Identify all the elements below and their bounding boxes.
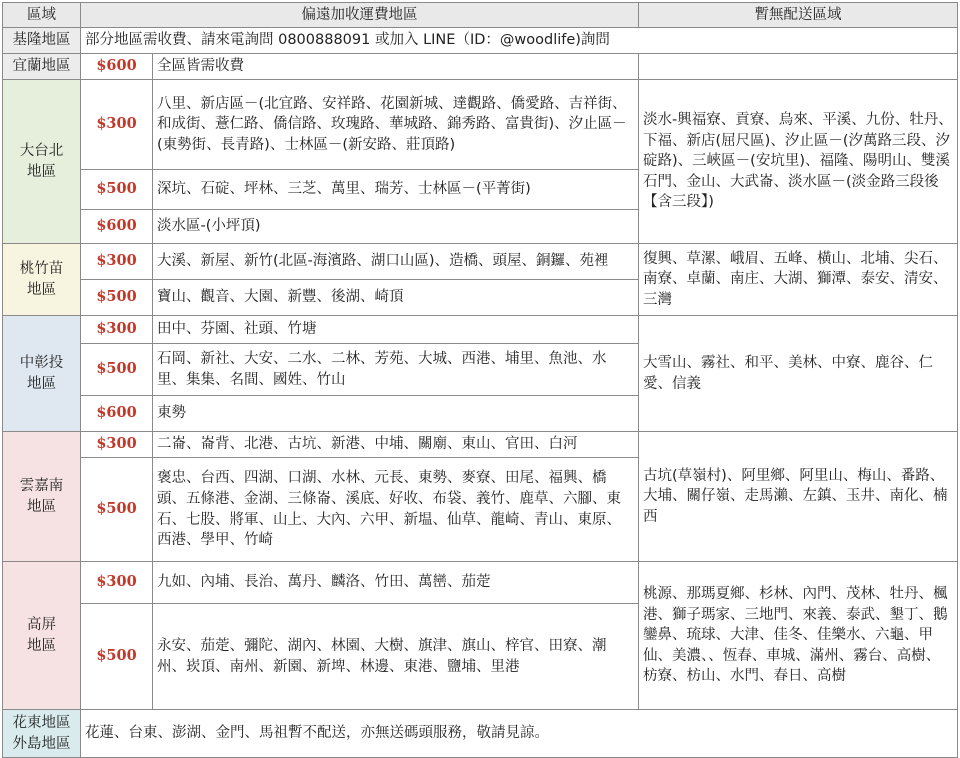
price-taipei-300: $300	[81, 80, 153, 170]
price-changhua-600: $600	[81, 396, 153, 432]
yilan-row	[3, 54, 958, 80]
taipei-row-1	[3, 80, 958, 170]
keelung-note: 部分地區需收費、請來電詢問 0800888091 或加入 LINE（ID：@woodlife)詢問	[81, 28, 958, 54]
region-pingtung-line1: 高屏	[27, 616, 56, 633]
areas-taipei-600: 淡水區-(小坪頂)	[153, 210, 639, 244]
yunchia-row-1	[3, 432, 958, 458]
price-yilan: $600	[81, 54, 153, 80]
region-yunchia-line2: 地區	[27, 498, 56, 515]
none-yilan	[639, 54, 958, 80]
region-east-line1: 花東地區	[12, 714, 71, 731]
region-keelung: 基隆地區	[3, 28, 81, 54]
none-taipei: 淡水-興福寮、貢寮、烏來、平溪、九份、牡丹、下福、新店(屈尺區)、汐止區－(汐萬路三段、汐碇路)、三峽區－(安坑里)、福隆、陽明山、雙溪石門、金山、大武崙、淡水區－(淡金路三段後【含三段】)	[639, 80, 958, 244]
pingtung-row-1	[3, 562, 958, 604]
header-no-delivery: 暫無配送區域	[639, 3, 958, 28]
price-pingtung-300: $300	[81, 562, 153, 604]
price-taoyuan-300: $300	[81, 244, 153, 280]
areas-taoyuan-500: 寶山、觀音、大園、新豐、後湖、崎頂	[153, 280, 639, 316]
price-changhua-500: $500	[81, 344, 153, 396]
region-taipei	[3, 80, 81, 244]
areas-changhua-300: 田中、芬園、社頭、竹塘	[153, 316, 639, 344]
region-changhua	[3, 316, 81, 432]
areas-pingtung-500: 永安、茄萣、彌陀、湖內、林園、大樹、旗津、旗山、梓官、田寮、潮州、崁頂、南州、新園、新埤、林邊、東港、鹽埔、里港	[153, 604, 639, 710]
region-yunchia	[3, 432, 81, 562]
areas-changhua-500: 石岡、新社、大安、二水、二林、芳苑、大城、西港、埔里、魚池、水里、集集、名間、國姓、竹山	[153, 344, 639, 396]
region-taoyuan-line2: 地區	[27, 281, 56, 298]
region-taoyuan-line1: 桃竹苗	[19, 260, 64, 277]
east-note: 花蓮、台東、澎湖、金門、馬祖暫不配送，亦無送碼頭服務，敬請見諒。	[81, 710, 958, 758]
header-fee-areas: 偏遠加收運費地區	[81, 3, 639, 28]
areas-pingtung-300: 九如、內埔、長治、萬丹、麟洛、竹田、萬巒、茄萣	[153, 562, 639, 604]
areas-taipei-300: 八里、新店區－(北宜路、安祥路、花園新城、達觀路、僑愛路、吉祥街、和成街、薏仁路、僑信路、玫瑰路、華城路、錦秀路、富貴街)、汐止區－(東勢街、長青路)、士林區－(新安路、莊頂路)	[153, 80, 639, 170]
price-pingtung-500: $500	[81, 604, 153, 710]
price-yunchia-500: $500	[81, 458, 153, 562]
region-pingtung-line2: 地區	[27, 637, 56, 654]
region-pingtung	[3, 562, 81, 710]
areas-yunchia-500: 褒忠、台西、四湖、口湖、水林、元長、東勢、麥寮、田尾、福興、橋頭、五條港、金湖、三條崙、溪底、好收、布袋、義竹、鹿草、六腳、東石、七股、將軍、山上、大內、六甲、新塭、仙草、龍崎、青山、東原、西港、學甲、竹崎	[153, 458, 639, 562]
region-taoyuan	[3, 244, 81, 316]
region-changhua-line2: 地區	[27, 375, 56, 392]
header-region: 區域	[3, 3, 81, 28]
taoyuan-row-1	[3, 244, 958, 280]
header-row	[3, 3, 958, 28]
region-east	[3, 710, 81, 758]
areas-yunchia-300: 二崙、崙背、北港、古坑、新港、中埔、關廟、東山、官田、白河	[153, 432, 639, 458]
areas-taoyuan-300: 大溪、新屋、新竹(北區-海濱路、湖口山區)、造橋、頭屋、銅鑼、苑裡	[153, 244, 639, 280]
keelung-row	[3, 28, 958, 54]
price-taoyuan-500: $500	[81, 280, 153, 316]
region-taipei-line2: 地區	[27, 163, 56, 180]
east-row	[3, 710, 958, 758]
price-taipei-600: $600	[81, 210, 153, 244]
shipping-fee-table	[2, 2, 958, 758]
none-taoyuan: 復興、草漯、峨眉、五峰、橫山、北埔、尖石、南寮、卓蘭、南庄、大湖、獅潭、泰安、清安、三灣	[639, 244, 958, 316]
region-yunchia-line1: 雲嘉南	[19, 477, 64, 494]
price-yunchia-300: $300	[81, 432, 153, 458]
region-yilan: 宜蘭地區	[3, 54, 81, 80]
none-yunchia: 古坑(草嶺村)、阿里鄉、阿里山、梅山、番路、大埔、關仔嶺、走馬瀨、左鎮、玉井、南化、楠西	[639, 432, 958, 562]
none-pingtung: 桃源、那瑪夏鄉、杉林、內門、茂林、牡丹、楓港、獅子瑪家、三地門、來義、泰武、墾丁、鵝鑾鼻、琉球、大津、佳冬、佳樂水、六龜、甲仙、美濃、、恆春、車城、滿州、霧台、高樹、枋寮、枋山、水門、春日、高樹	[639, 562, 958, 710]
areas-taipei-500: 深坑、石碇、坪林、三芝、萬里、瑞芳、士林區－(平菁街)	[153, 170, 639, 210]
areas-yilan: 全區皆需收費	[153, 54, 639, 80]
region-taipei-line1: 大台北	[19, 142, 64, 159]
changhua-row-1	[3, 316, 958, 344]
region-east-line2: 外島地區	[12, 735, 71, 752]
price-taipei-500: $500	[81, 170, 153, 210]
price-changhua-300: $300	[81, 316, 153, 344]
none-changhua: 大雪山、霧社、和平、美林、中寮、鹿谷、仁愛、信義	[639, 316, 958, 432]
region-changhua-line1: 中彰投	[19, 354, 64, 371]
areas-changhua-600: 東勢	[153, 396, 639, 432]
